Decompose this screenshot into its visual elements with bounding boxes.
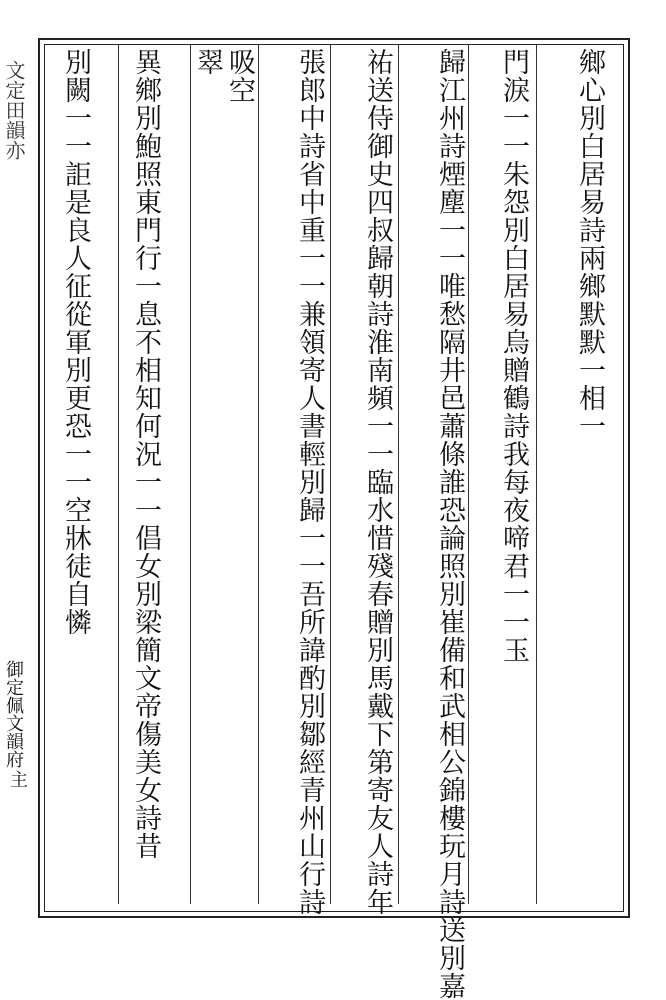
column-rule — [190, 44, 191, 904]
previous-page-edge: 文定田韻亦 — [2, 60, 26, 160]
text-column-4: 祐送侍御史四叔歸朝詩淮南頻一一臨水惜殘春贈別馬戴下第寄友人詩年 — [362, 48, 393, 916]
text-column-8: 異鄉別鮑照東門行一息不相知何況一一倡女別梁簡文帝傷美女詩昔 — [130, 48, 161, 860]
text-column-6: 吸空 — [224, 48, 255, 104]
column-rule — [398, 44, 399, 904]
column-rule — [118, 44, 119, 904]
text-column-1: 鄉心別白居易詩兩鄉默默一相一 — [574, 48, 605, 440]
page-number: 主 — [10, 770, 28, 791]
column-rule — [468, 44, 469, 904]
text-column-2: 門淚一一朱怨別白居易烏贈鶴詩我每夜啼君一一玉 — [498, 48, 529, 664]
text-column-9: 別闕一一詎是良人征從軍別更恐一一空牀徒自憐 — [60, 48, 91, 636]
column-rule — [330, 44, 331, 904]
page-border — [38, 38, 630, 918]
text-column-5: 張郎中詩省中重一一兼領寄人書輕別歸一一吾所諱酌別鄒經青州山行詩 — [294, 48, 325, 916]
column-rule — [258, 44, 259, 904]
text-column-7: 翠 — [192, 48, 223, 76]
column-rule — [536, 44, 537, 904]
margin-book-title: 御定佩文韻府 — [3, 660, 24, 768]
text-column-3: 歸江州詩煙塵一一唯愁隔井邑蕭條誰恐論照別崔備和武相公錦樓玩月詩送別嘉 — [434, 48, 465, 1000]
